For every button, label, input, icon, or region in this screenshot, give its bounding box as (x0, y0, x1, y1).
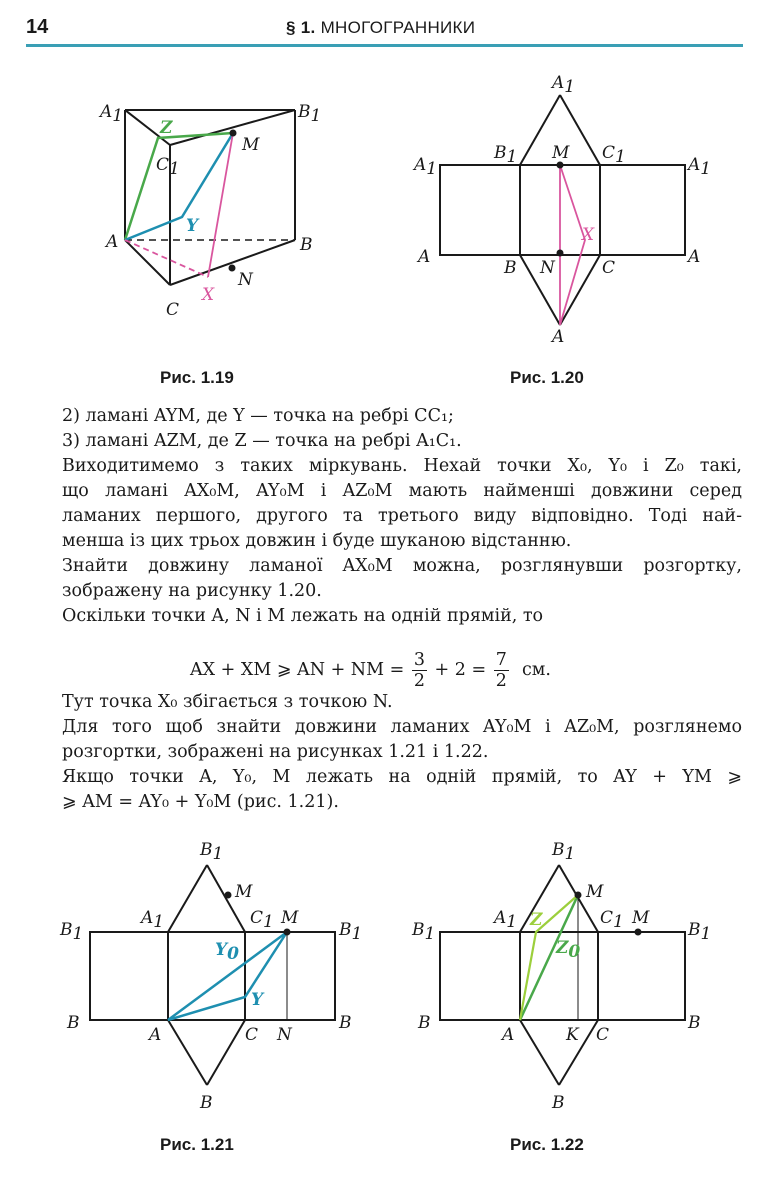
figure-1-19 (90, 85, 330, 335)
label-k: K (566, 1025, 579, 1045)
label-b: B (300, 235, 313, 255)
label-a-bottom: A (552, 327, 565, 347)
label-c1: C1 (250, 908, 274, 932)
label-m: M (632, 908, 650, 928)
label-m: M (552, 143, 570, 163)
label-b-right: B (688, 1013, 701, 1033)
label-a1-right: A1 (688, 155, 712, 179)
label-a: A (149, 1025, 162, 1045)
text-p4: Тут точка X₀ збігається з точкою N. (62, 692, 393, 712)
text-p2-l1: Знайти довжину ламаної AX₀M можна, розглянувши розгортку, (62, 556, 742, 576)
label-n: N (540, 258, 555, 278)
text-p3-l1: Оскільки точки A, N і M лежать на одній прямій, то (62, 606, 544, 626)
label-c: C (166, 300, 180, 320)
label-a1: A1 (141, 908, 165, 932)
text-p2-l2: зображену на рисунку 1.20. (62, 581, 322, 601)
text-p1-l2: що ламані AX₀M, AY₀M і AZ₀M мають найменші довжини серед (62, 481, 742, 501)
label-b1: B1 (298, 102, 322, 126)
text-p1-l3: ламаних першого, другого та третього виду відповідно. Тоді най- (62, 506, 742, 526)
caption-fig-1-20: Рис. 1.20 (510, 368, 584, 387)
caption-fig-1-22: Рис. 1.22 (510, 1135, 584, 1154)
label-z: Z (160, 118, 173, 138)
text-item-2: 2) ламані AYM, де Y — точка на ребрі CC₁; (62, 406, 454, 426)
label-b1-top: B1 (200, 840, 224, 864)
text-block-1 (62, 404, 742, 629)
label-a1: A1 (100, 102, 124, 126)
label-b-left: B (418, 1013, 431, 1033)
label-c: C (245, 1025, 259, 1045)
header-rule (26, 44, 743, 47)
label-c1: C1 (156, 155, 180, 179)
label-b1-left: B1 (412, 920, 436, 944)
label-c1: C1 (600, 908, 624, 932)
label-a1-left: A1 (414, 155, 438, 179)
label-c1: C1 (602, 143, 626, 167)
text-p1-l4: менша із цих трьох довжин і буде шуканою відстанню. (62, 531, 572, 551)
label-m-top: M (235, 882, 253, 902)
label-z: Z (530, 910, 543, 930)
label-b1-left: B1 (60, 920, 84, 944)
text-p6-l2: ⩾ AM = AY₀ + Y₀M (рис. 1.21). (62, 792, 339, 812)
label-m: M (281, 908, 299, 928)
caption-fig-1-19: Рис. 1.19 (160, 368, 234, 387)
label-a: A (502, 1025, 515, 1045)
label-y0: Y0 (215, 940, 239, 964)
label-a: A (106, 232, 119, 252)
label-b-left: B (67, 1013, 80, 1033)
label-z0: Z0 (556, 938, 581, 962)
label-x: X (202, 285, 215, 305)
formula: AX + XM ⩾ AN + NM = $\frac{3}{2}$ + 2 = $\frac{7}{2}$ см. (190, 650, 551, 691)
label-b-right: B (339, 1013, 352, 1033)
label-b1-right: B1 (688, 920, 712, 944)
text-p5-l2: розгортки, зображені на рисунках 1.21 і 1.22. (62, 742, 489, 762)
label-a1: A1 (494, 908, 518, 932)
label-a-left: A (418, 247, 431, 267)
caption-fig-1-21: Рис. 1.21 (160, 1135, 234, 1154)
text-p1-l1: Виходитимемо з таких міркувань. Нехай точки X₀, Y₀ і Z₀ такі, (62, 456, 742, 476)
label-a-right: A (688, 247, 701, 267)
label-c: C (596, 1025, 610, 1045)
label-y: Y (251, 990, 264, 1010)
text-block-2 (62, 690, 742, 815)
label-a1-top: A1 (552, 73, 576, 97)
label-b: B (504, 258, 517, 278)
text-p5-l1: Для того щоб знайти довжини ламаних AY₀M і AZ₀M, розглянемо (62, 717, 742, 737)
label-m-top: M (586, 882, 604, 902)
label-b-bottom: B (552, 1093, 565, 1113)
figure-1-20 (410, 70, 730, 350)
label-y: Y (186, 216, 199, 236)
label-b-bottom: B (200, 1093, 213, 1113)
text-p6-l1: Якщо точки A, Y₀, M лежать на одній прямій, то AY + YM ⩾ (62, 767, 742, 787)
page-header (26, 14, 743, 42)
label-b1-right: B1 (339, 920, 363, 944)
figure-1-21 (55, 835, 375, 1115)
text-item-3: 3) ламані AZM, де Z — точка на ребрі A₁C₁. (62, 431, 462, 451)
label-x: X (582, 225, 595, 245)
section-title: § 1. МНОГОГРАННИКИ (286, 18, 476, 37)
page-number: 14 (26, 16, 49, 38)
label-b1: B1 (494, 143, 518, 167)
label-n: N (238, 270, 253, 290)
figure-1-22 (410, 835, 730, 1115)
label-b1-top: B1 (552, 840, 576, 864)
label-m: M (242, 135, 260, 155)
label-n: N (277, 1025, 292, 1045)
label-c: C (602, 258, 616, 278)
